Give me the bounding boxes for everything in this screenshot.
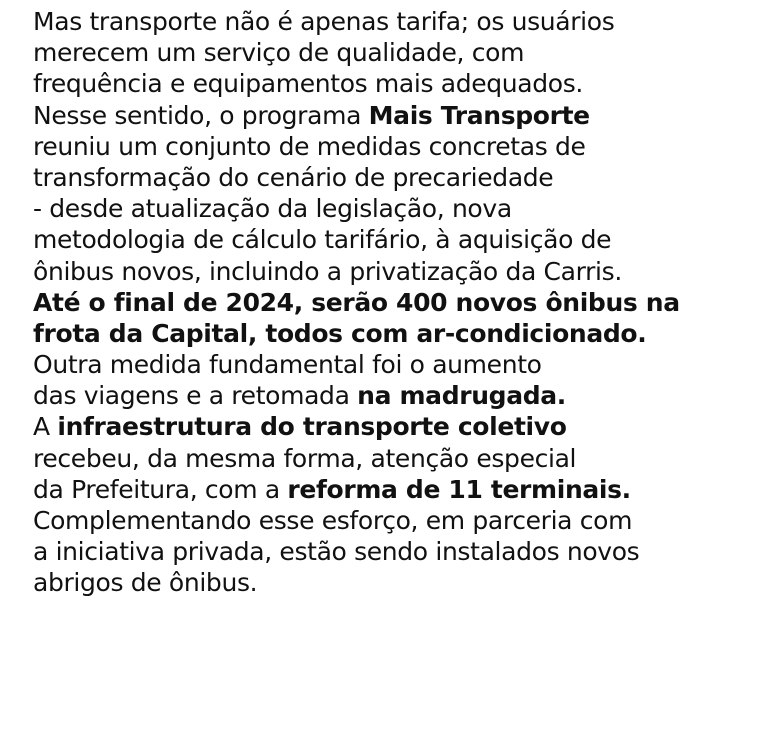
text-line [33,349,753,380]
text-segment: Nesse sentido, o programa [33,100,369,130]
text-segment: Complementando esse esforço, em parceria com [33,506,633,535]
text-line [33,131,753,162]
text-line [33,567,753,598]
text-line [33,256,753,287]
text-line [33,193,753,224]
text-line [33,443,753,474]
text-line [33,474,753,505]
article-text [33,6,753,599]
text-line [33,318,753,349]
text-segment: merecem um serviço de qualidade, com [33,38,525,68]
text-segment: ônibus novos, incluindo a privatização da Carris. [33,256,622,286]
text-segment: a iniciativa privada, estão sendo instalados novos [33,537,640,567]
text-line [33,6,753,37]
text-line [33,224,753,255]
text-segment: da Prefeitura, com a [33,474,288,504]
text-line [33,100,753,131]
text-segment: transformação do cenário de precariedade [33,162,554,192]
text-line [33,536,753,567]
bold-text-segment: reforma de 11 terminais. [287,474,631,504]
text-segment: metodologia de cálculo tarifário, à aquisição de [33,225,612,255]
text-segment: - desde atualização da legislação, nova [33,194,512,224]
text-segment: A [33,412,58,442]
text-segment: reuniu um conjunto de medidas concretas de [33,131,586,161]
text-segment: frequência e equipamentos mais adequados. [33,69,583,99]
text-segment: Outra medida fundamental foi o aumento [33,350,542,380]
text-line [33,505,753,536]
text-segment: abrigos de ônibus. [33,568,258,598]
text-line [33,411,753,442]
text-line [33,162,753,193]
bold-text-segment: na madrugada. [357,381,566,411]
bold-text-segment: frota da Capital, todos com ar-condicionado. [33,318,647,348]
text-line [33,287,753,318]
bold-text-segment: Até o final de 2024, serão 400 novos ônibus na [33,287,680,317]
text-segment: das viagens e a retomada [33,381,358,411]
paragraph [33,6,753,599]
text-line [33,37,753,68]
bold-text-segment: infraestrutura do transporte coletivo [57,412,567,442]
text-segment: Mas transporte não é apenas tarifa; os usuários [33,7,615,36]
bold-text-segment: Mais Transporte [368,100,590,130]
text-segment: recebeu, da mesma forma, atenção especial [33,443,577,473]
text-line [33,380,753,411]
text-line [33,68,753,99]
